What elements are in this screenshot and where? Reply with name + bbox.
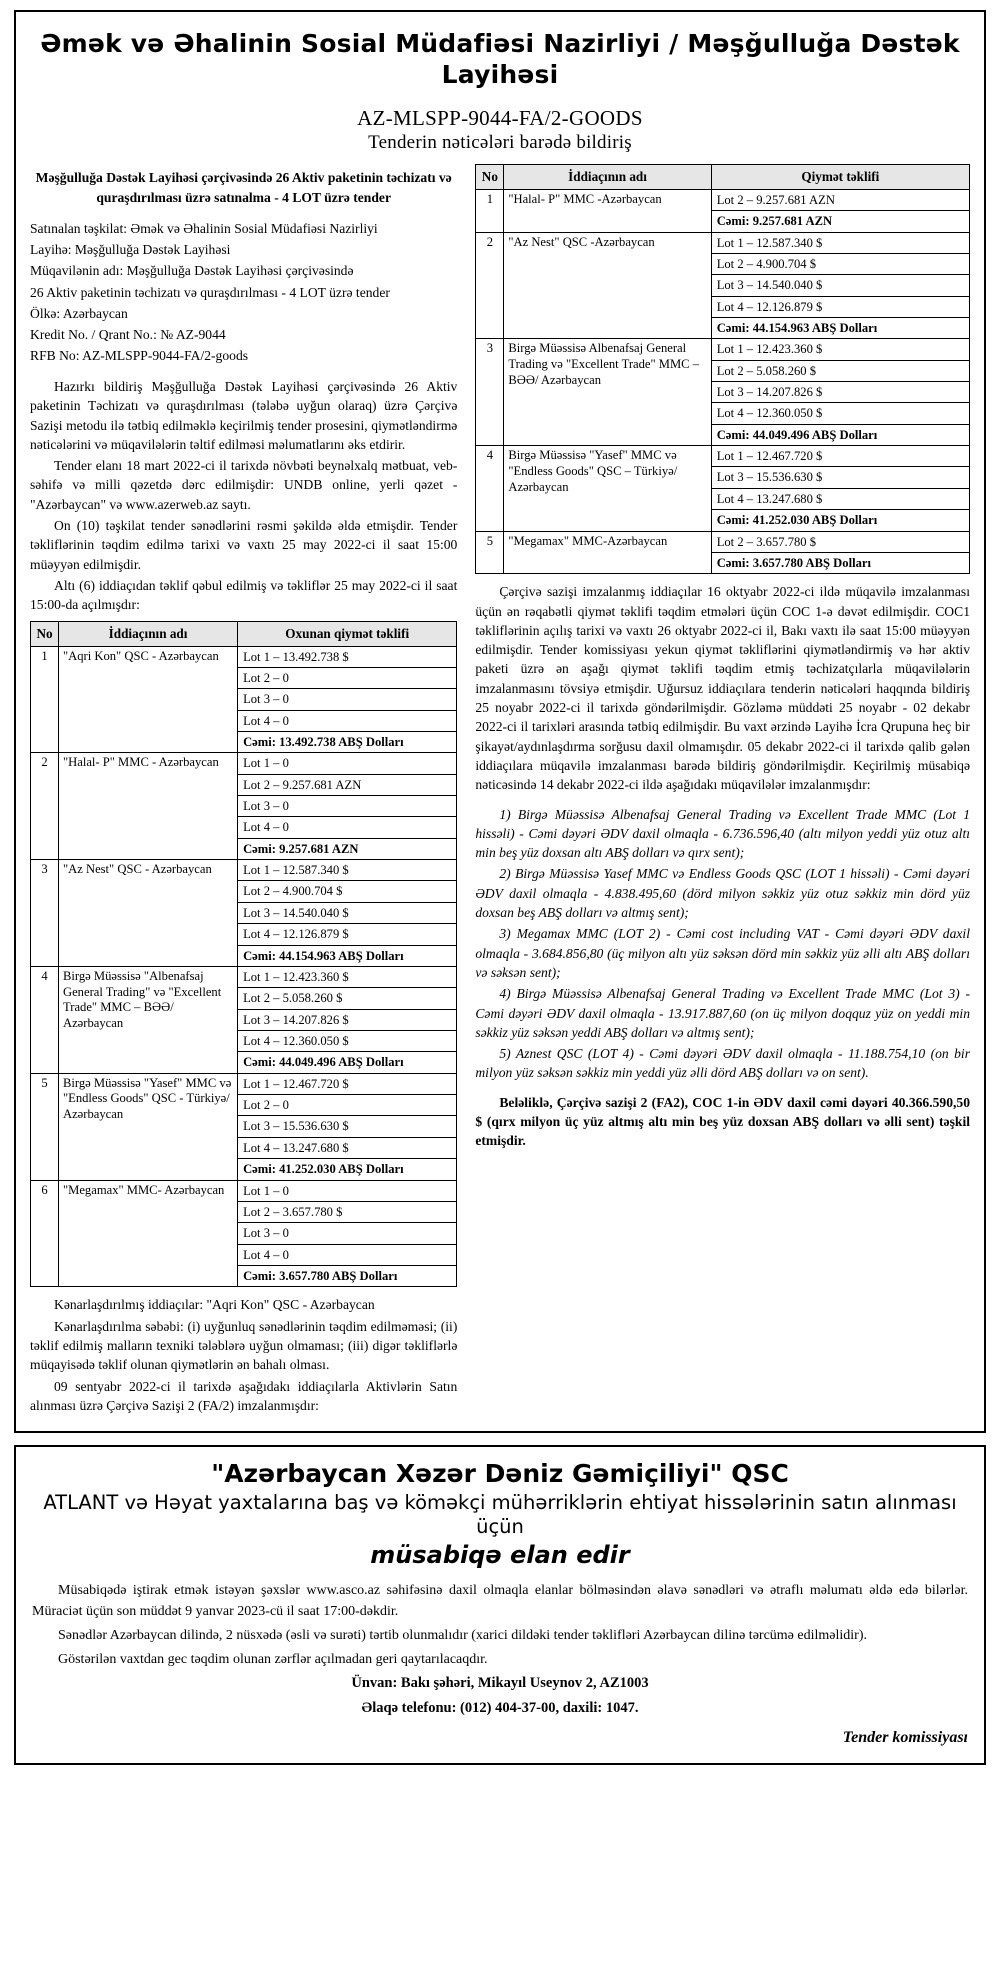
row-bidder: "Az Nest" QSC - Azərbaycan — [59, 860, 238, 967]
lot-value: Lot 1 – 12.423.360 $ — [716, 342, 823, 357]
col-bidder: İddiaçının adı — [504, 164, 711, 189]
lot-value: Lot 4 – 0 — [238, 710, 456, 731]
opened-bids-table-wrap — [30, 621, 457, 1288]
row-bidder: "Megamax" MMC- Azərbaycan — [59, 1180, 238, 1287]
lot-value: Lot 1 – 12.587.340 $ — [243, 863, 349, 878]
table-row — [476, 232, 970, 339]
row-total: Cəmi: 3.657.780 ABŞ Dolları — [712, 552, 969, 573]
table-header-row — [476, 164, 970, 189]
paragraph-4: Altı (6) iddiaçıdan təklif qəbul edilmiş və təkliflər 25 may 2022-ci il saat 15:00-da açılmışdır: — [30, 577, 458, 613]
lot-value: Lot 2 – 5.058.260 $ — [238, 987, 456, 1008]
table-row — [31, 753, 457, 860]
table-row — [476, 339, 970, 446]
opened-bids-table — [30, 621, 457, 1288]
lot-value: Lot 1 – 12.587.340 $ — [716, 235, 823, 250]
lot-value: Lot 1 – 0 — [243, 756, 289, 771]
results-conclusion: Beləliklə, Çərçivə sazişi 2 (FA2), COC 1-in ƏDV daxil cəmi dəyəri 40.366.590,50 $ (qırx milyon üç yüz altmış altı min beş yüz doxsan ABŞ dolları və əlli sent) təşkil etmişdir. — [475, 1094, 970, 1149]
announcement-address: Ünvan: Bakı şəhəri, Mikayıl Useynov 2, AZ1003 — [351, 1674, 649, 1691]
lot-value: Lot 1 – 13.492.738 $ — [243, 649, 349, 664]
table-row — [31, 1180, 457, 1287]
row-total: Cəmi: 41.252.030 ABŞ Dolları — [712, 509, 969, 530]
lot-value: Lot 2 – 4.900.704 $ — [712, 253, 969, 274]
meta-line-credit-no: Kredit No. / Qrant No.: № AZ-9044 — [30, 326, 226, 342]
lot-value: Lot 3 – 14.540.040 $ — [712, 274, 969, 295]
notice-subtitle: Tenderin nəticələri barədə bildiriş — [368, 131, 632, 153]
table-row — [476, 531, 970, 574]
tender-reference: AZ-MLSPP-9044-FA/2-GOODS — [357, 105, 643, 130]
row-price — [711, 531, 969, 574]
lot-value: Lot 3 – 0 — [238, 1222, 456, 1243]
col-no: No — [31, 621, 59, 646]
announcement-title: "Azərbaycan Xəzər Dəniz Gəmiçiliyi" QSC — [211, 1459, 789, 1489]
row-bidder: Birgə Müəssisə Albenafsaj General Trading və "Excellent Trade" MMC –BƏƏ/ Azərbaycan — [504, 339, 711, 446]
lot-value: Lot 2 – 9.257.681 AZN — [716, 192, 835, 207]
row-total: Cəmi: 44.049.496 ABŞ Dolları — [712, 424, 969, 445]
row-no: 4 — [476, 446, 504, 531]
row-no: 2 — [476, 232, 504, 339]
row-bidder: "Megamax" MMC-Azərbaycan — [504, 531, 711, 574]
table-row — [31, 1073, 457, 1180]
announcement-signature: Tender komissiyası — [842, 1729, 968, 1747]
table-row — [476, 446, 970, 531]
results-intro: Çərçivə sazişi imzalanmış iddiaçılar 16 oktyabr 2022-ci ildə müqavilə imzalanması üçün ən rəqabətli qiymət təklifi təqdim etmələri üçün COC 1-ə dəvət edilmişdir. COC1 təkliflərinin açılış tarixi və vaxtı 26 oktyabr 2022-ci il, Bakı vaxtı ilə saat 15:00 müəyyən edilmişdir. Tender komissiyası yekun qiymət təkliflərini qiymətləndirmiş və hər aktiv paketi üzrə ən aşağı qiymət təklifi təqdim etmiş təchizatçılarla müqavilələrin imzalanmasını tövsiyə etmişdir. Uğursuz iddiaçılara tenderin nəticələri haqqında bildiriş 25 noyabr 2022-ci il tarixdə göndərilmişdir. Gözləmə müddəti 25 noyabr - 02 dekabr 2022-ci il tarixləri arasında tətbiq edilmişdir. Bu vaxt ərzində Layihə İcra Qrupuna heç bir şikayət/aydınlaşdırma sorğusu daxil olmamışdır. 05 dekabr 2022-ci il tarixdə qalib gələn iddiaçılara müqavilə imzalanması barədə bildiriş göndərilmişdir. Keçirilmiş müsabiqə nəticəsində 14 dekabr 2022-ci ildə aşağıdakı müqavilələr imzalanmışdır: — [475, 584, 970, 793]
notice-columns — [30, 164, 970, 1417]
paragraph-2: Tender elanı 18 mart 2022-ci il tarixdə növbəti beynəlxalq mətbuat, veb-səhifə və milli qəzetdə dərc edilmişdir: UNDB online, yerli qəzet - "Azərbaycan" və www.azerweb.az saytı. — [30, 458, 458, 512]
row-bidder: "Az Nest" QSC -Azərbaycan — [504, 232, 711, 339]
row-bidder: Birgə Müəssisə "Albenafsaj General Trading" və "Excellent Trade" MMC – BƏƏ/ Azərbaycan — [59, 966, 238, 1073]
announcement-paragraph-1: Müsabiqədə iştirak etmək istəyən şəxslər www.asco.az səhifəsinə daxil olmaqla elanlar bölməsindən əlavə sənədləri və ətraflı məlumatı əldə edə bilərlər. Müraciət üçün son müddət 9 yanvar 2023-cü il saat 17:00-dəkdir. — [32, 1582, 968, 1619]
row-price — [238, 1180, 457, 1287]
row-no: 3 — [476, 339, 504, 446]
table-body — [31, 646, 457, 1287]
row-total: Cəmi: 44.154.963 ABŞ Dolları — [238, 945, 456, 966]
announcement-subject: ATLANT və Həyat yaxtalarına baş və köməkçi mühərriklərin ehtiyat hissələrinin satın alınması üçün — [43, 1491, 957, 1539]
page-title: Əmək və Əhalinin Sosial Müdafiəsi Nazirliyi / Məşğulluğa Dəstək Layihəsi — [40, 29, 960, 90]
lot-value: Lot 4 – 13.247.680 $ — [712, 488, 969, 509]
meta-line-contract-name: Müqavilənin adı: Məşğulluğa Dəstək Layihəsi çərçivəsində — [30, 263, 354, 279]
lot-value: Lot 2 – 3.657.780 $ — [238, 1201, 456, 1222]
contract-item-3: 3) Megamax MMC (LOT 2) - Cəmi cost including VAT - Cəmi dəyəri ƏDV daxil olmaqla - 3.684.856,80 (üç milyon altı yüz səksən dörd min səkkiz yüz əlli altı ABŞ dolları və səksən sent); — [475, 926, 970, 980]
meta-line-contract-name-cont: 26 Aktiv paketinin təchizatı və quraşdırılması - 4 LOT üzrə tender — [30, 284, 390, 300]
col-bidder: İddiaçının adı — [59, 621, 238, 646]
row-no: 6 — [31, 1180, 59, 1287]
table-row — [31, 966, 457, 1073]
row-no: 5 — [476, 531, 504, 574]
lot-value: Lot 3 – 14.207.826 $ — [712, 381, 969, 402]
row-no: 3 — [31, 860, 59, 967]
row-bidder: "Halal- P" MMC - Azərbaycan — [59, 753, 238, 860]
table-row — [31, 646, 457, 753]
contract-item-5: 5) Aznest QSC (LOT 4) - Cəmi dəyəri ƏDV daxil olmaqla - 11.188.754,10 (on bir milyon yüz səksən səkkiz min yeddi yüz əlli dörd ABŞ dolları və on sent). — [475, 1046, 970, 1081]
row-total: Cəmi: 44.154.963 ABŞ Dolları — [712, 317, 969, 338]
framework-bids-table-wrap — [475, 164, 970, 574]
col-price: Oxunan qiymət təklifi — [238, 621, 457, 646]
row-price — [711, 446, 969, 531]
lot-value: Lot 4 – 13.247.680 $ — [238, 1137, 456, 1158]
meta-line-organization: Satınalan təşkilat: Əmək və Əhalinin Sosial Müdafiəsi Nazirliyi — [30, 221, 378, 237]
lot-value: Lot 1 – 0 — [243, 1183, 289, 1198]
row-price — [238, 1073, 457, 1180]
row-bidder: "Halal- P" MMC -Azərbaycan — [504, 189, 711, 232]
lot-value: Lot 1 – 12.467.720 $ — [243, 1076, 349, 1091]
paragraph-3: On (10) təşkilat tender sənədlərini rəsmi şəkildə əldə etmişdir. Tender təkliflərinin təqdim edilmə tarixi və vaxtı 25 may 2022-ci il saat 15:00 müəyyən edilmişdir. — [30, 518, 458, 572]
announcement-action: müsabiqə elan edir — [370, 1540, 630, 1569]
lot-value: Lot 2 – 0 — [238, 1094, 456, 1115]
row-no: 2 — [31, 753, 59, 860]
lot-value: Lot 2 – 9.257.681 AZN — [238, 774, 456, 795]
contract-item-4: 4) Birgə Müəssisə Albenafsaj General Trading və Excellent Trade MMC (Lot 3) - Cəmi dəyəri ƏDV daxil olmaqla - 13.917.887,60 (on üç milyon doqquz yüz on yeddi min səkkiz yüz səksən yeddi ABŞ dolları və altmış sent); — [475, 986, 970, 1040]
row-total: Cəmi: 9.257.681 AZN — [712, 210, 969, 231]
row-total: Cəmi: 41.252.030 ABŞ Dolları — [238, 1158, 456, 1179]
row-bidder: "Aqri Kon" QSC - Azərbaycan — [59, 646, 238, 753]
contract-item-1: 1) Birgə Müəssisə Albenafsaj General Trading və Excellent Trade MMC (Lot 1 hissəli) - Cəmi dəyəri ƏDV daxil olmaqla - 6.736.596,40 (altı milyon yeddi yüz otuz altı min beş yüz doxsan altı ABŞ dolları və qırx sent); — [475, 806, 970, 861]
lot-value: Lot 3 – 0 — [238, 688, 456, 709]
contract-item-2: 2) Birgə Müəssisə Yasef MMC və Endless Goods QSC (LOT 1 hissəli) - Cəmi dəyəri ƏDV daxil olmaqla - 4.838.495,60 (dörd milyon səkkiz yüz otuz səkkiz min dörd yüz doxsan beş ABŞ dolları və altmış sent); — [475, 866, 970, 921]
announcement-paragraph-2: Sənədlər Azərbaycan dilində, 2 nüsxədə (əsli və surəti) tərtib olunmalıdır (xarici dildəki tender təklifləri Azərbaycan dilinə tərcümə edilməlidir). — [58, 1627, 867, 1643]
table-body — [476, 189, 970, 573]
tender-results-notice — [14, 10, 986, 1433]
lot-value: Lot 2 – 4.900.704 $ — [238, 880, 456, 901]
lot-value: Lot 4 – 0 — [238, 1244, 456, 1265]
framework-bids-table — [475, 164, 970, 574]
tender-meta — [30, 219, 457, 366]
announcement-phone: Əlaqə telefonu: (012) 404-37-00, daxili: 1047. — [361, 1699, 639, 1716]
paragraph-1: Hazırkı bildiriş Məşğulluğa Dəstək Layihəsi çərçivəsində 26 Aktiv paketinin Təchizatı və quraşdırılması (tələbə uyğun olaraq) üzrə Çərçivə Sazişi metodu ilə tətbiq edilməklə keçirilmiş tender prosesini, qiymətləndirmə nəticələrini və müqavilələrin təltif edilməsi məlumatlarını əks etdirir. — [30, 378, 458, 452]
row-price — [238, 966, 457, 1073]
lot-value: Lot 3 – 15.536.630 $ — [712, 466, 969, 487]
row-no: 1 — [31, 646, 59, 753]
disqualification-notes — [30, 1295, 457, 1415]
note-framework-agreement: 09 sentyabr 2022-ci il tarixdə aşağıdakı iddiaçılarla Aktivlərin Satın alınması üzrə Çərçivə Sazişi 2 (FA/2) imzalanmışdır: — [30, 1378, 458, 1413]
lot-value: Lot 2 – 0 — [238, 667, 456, 688]
row-total: Cəmi: 44.049.496 ABŞ Dolları — [238, 1051, 456, 1072]
row-price — [238, 753, 457, 860]
row-total: Cəmi: 9.257.681 AZN — [238, 838, 456, 859]
right-column — [475, 164, 970, 1153]
lot-value: Lot 4 – 12.360.050 $ — [712, 402, 969, 423]
row-price — [711, 232, 969, 339]
row-total: Cəmi: 3.657.780 ABŞ Dolları — [238, 1265, 456, 1286]
row-no: 4 — [31, 966, 59, 1073]
table-row — [31, 860, 457, 967]
table-header-row — [31, 621, 457, 646]
lot-value: Lot 4 – 12.126.879 $ — [238, 923, 456, 944]
tender-lead: Məşğulluğa Dəstək Layihəsi çərçivəsində 26 Aktiv paketinin təchizatı və quraşdırılması üzrə satınalma - 4 LOT üzrə tender — [35, 169, 452, 205]
lot-value: Lot 2 – 5.058.260 $ — [712, 360, 969, 381]
row-total: Cəmi: 13.492.738 ABŞ Dolları — [238, 731, 456, 752]
lot-value: Lot 4 – 12.126.879 $ — [712, 296, 969, 317]
meta-line-rfb-no: RFB No: AZ-MLSPP-9044-FA/2-goods — [30, 347, 249, 363]
meta-line-project: Layihə: Məşğulluğa Dəstək Layihəsi — [30, 242, 231, 258]
row-price — [711, 339, 969, 446]
row-price — [238, 860, 457, 967]
note-exclusion-reason: Kənarlaşdırılma səbəbi: (i) uyğunluq sənədlərinin təqdim edilməməsi; (ii) təklif edilmiş malların texniki tələblərə uyğun olmaması; (iii) digər təkliflərlə müqayisədə təklif olunan qiymətlərin ən bahalı olması. — [30, 1318, 458, 1373]
row-bidder: Birgə Müəssisə "Yasef" MMC və "Endless Goods" QSC - Türkiyə/ Azərbaycan — [59, 1073, 238, 1180]
table-row — [476, 189, 970, 232]
asco-announcement — [14, 1445, 986, 1765]
lot-value: Lot 3 – 0 — [238, 795, 456, 816]
announcement-paragraph-3: Göstərilən vaxtdan gec təqdim olunan zərflər açılmadan geri qaytarılacaqdır. — [58, 1651, 488, 1667]
results-text — [475, 582, 970, 1150]
row-price — [238, 646, 457, 753]
lot-value: Lot 3 – 14.207.826 $ — [238, 1009, 456, 1030]
lot-value: Lot 1 – 12.423.360 $ — [243, 969, 349, 984]
left-column — [30, 164, 457, 1417]
col-price: Qiymət təklifi — [711, 164, 969, 189]
col-no: No — [476, 164, 504, 189]
row-bidder: Birgə Müəssisə "Yasef" MMC və "Endless Goods" QSC – Türkiyə/ Azərbaycan — [504, 446, 711, 531]
lot-value: Lot 4 – 12.360.050 $ — [238, 1030, 456, 1051]
lot-value: Lot 2 – 3.657.780 $ — [716, 534, 817, 549]
lot-value: Lot 4 – 0 — [238, 816, 456, 837]
lot-value: Lot 1 – 12.467.720 $ — [716, 449, 823, 464]
meta-line-country: Ölkə: Azərbaycan — [30, 305, 128, 321]
row-price — [711, 189, 969, 232]
note-excluded-bidders: Kənarlaşdırılmış iddiaçılar: "Aqri Kon" QSC - Azərbaycan — [54, 1297, 375, 1313]
row-no: 1 — [476, 189, 504, 232]
lot-value: Lot 3 – 14.540.040 $ — [238, 902, 456, 923]
lot-value: Lot 3 – 15.536.630 $ — [238, 1115, 456, 1136]
row-no: 5 — [31, 1073, 59, 1180]
